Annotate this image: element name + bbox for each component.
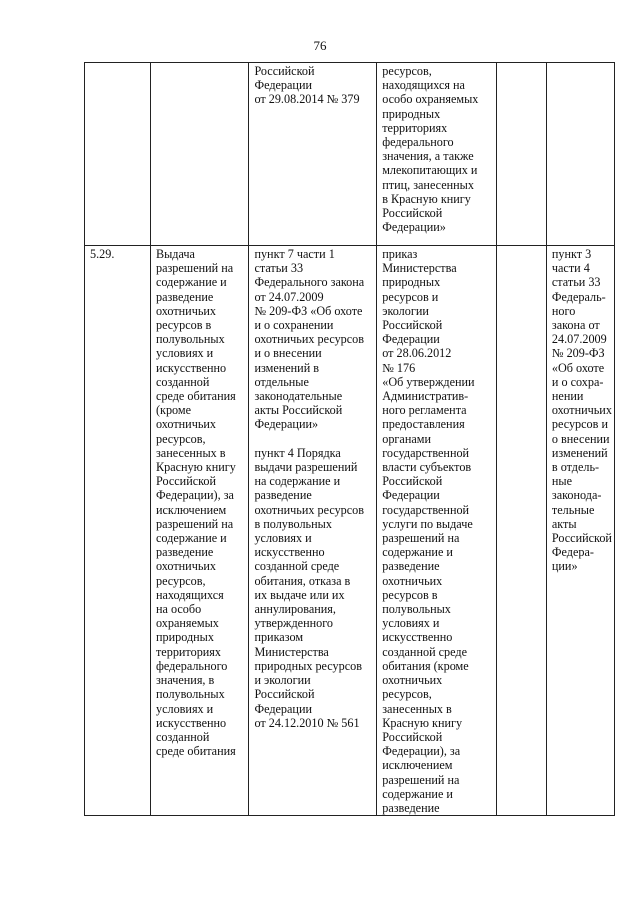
page-number: 76: [313, 38, 327, 53]
regulation-text: ресурсов, находящихся на особо охраняемых природных территориях федерального значения, а также млекопитающих и птиц, занесенных в Красную книгу Российской Федерации»: [382, 64, 479, 235]
powers-text: пункт 3 части 4 статьи 33 Федераль- ного закона от 24.07.2009 № 209-ФЗ «Об охоте и о сохра- нении охотничьих ресурсов и о внесении изменений в отдель- ные законода- тельные акты Российской Федера- ции»: [551, 247, 612, 574]
legal-basis-cell: [249, 246, 377, 816]
row-number: 5.29.: [90, 247, 115, 261]
legal-basis-cell: [249, 63, 377, 246]
service-name-cell: [150, 246, 248, 816]
powers-cell: [546, 246, 614, 816]
service-name-cell: [150, 63, 248, 246]
regulation-cell: [377, 246, 496, 816]
table-row: [85, 63, 615, 246]
service-name: Выдача разрешений на содержание и разведение охотничьих ресурсов в полувольных условиях и искусственно созданной среде обитания (кроме охотничьих ресурсов, занесенных в Красную книгу Российской Федерации), за исключением разрешений на содержание и разведение охотничьих ресурсов, находящихся на особо охраняемых природных территориях федерального значения, в полувольных условиях и искусственно созданной среде обитания: [155, 247, 236, 759]
row-number-cell: [85, 63, 151, 246]
table-row: [85, 246, 615, 816]
document-table: [84, 62, 615, 816]
regulation-text: приказ Министерства природных ресурсов и экологии Российской Федерации от 28.06.2012 № 176 «Об утверждении Административ- ного регламента предоставления органами государственной власти субъектов Российской Федерации государственной услуги по выдаче разрешений на содержание и разведение охотничьих ресурсов в полувольных условиях и искусственно созданной среде обитания (кроме охотничьих ресурсов, занесенных в Красную книгу Российской Федерации), за исключением разрешений на содержание и разведение: [382, 247, 475, 815]
row-number-cell: [85, 246, 151, 816]
powers-cell: [546, 63, 614, 246]
empty-cell: [496, 246, 546, 816]
legal-basis-text: Российской Федерации от 29.08.2014 № 379: [254, 64, 360, 107]
regulation-cell: [377, 63, 496, 246]
empty-cell: [496, 63, 546, 246]
legal-basis-text: пункт 7 части 1 статьи 33 Федерального закона от 24.07.2009 № 209-ФЗ «Об охоте и о сохранении охотничьих ресурсов и о внесении изменений в отдельные законодательные акты Российской Федерации» пункт 4 Порядка выдачи разрешений на содержание и разведение охотничьих ресурсов в полувольных условиях и искусственно созданной среде обитания, отказа в их выдаче или их аннулирования, утвержденного приказом Министерства природных ресурсов и экологии Российской Федерации от 24.12.2010 № 561: [254, 247, 365, 730]
